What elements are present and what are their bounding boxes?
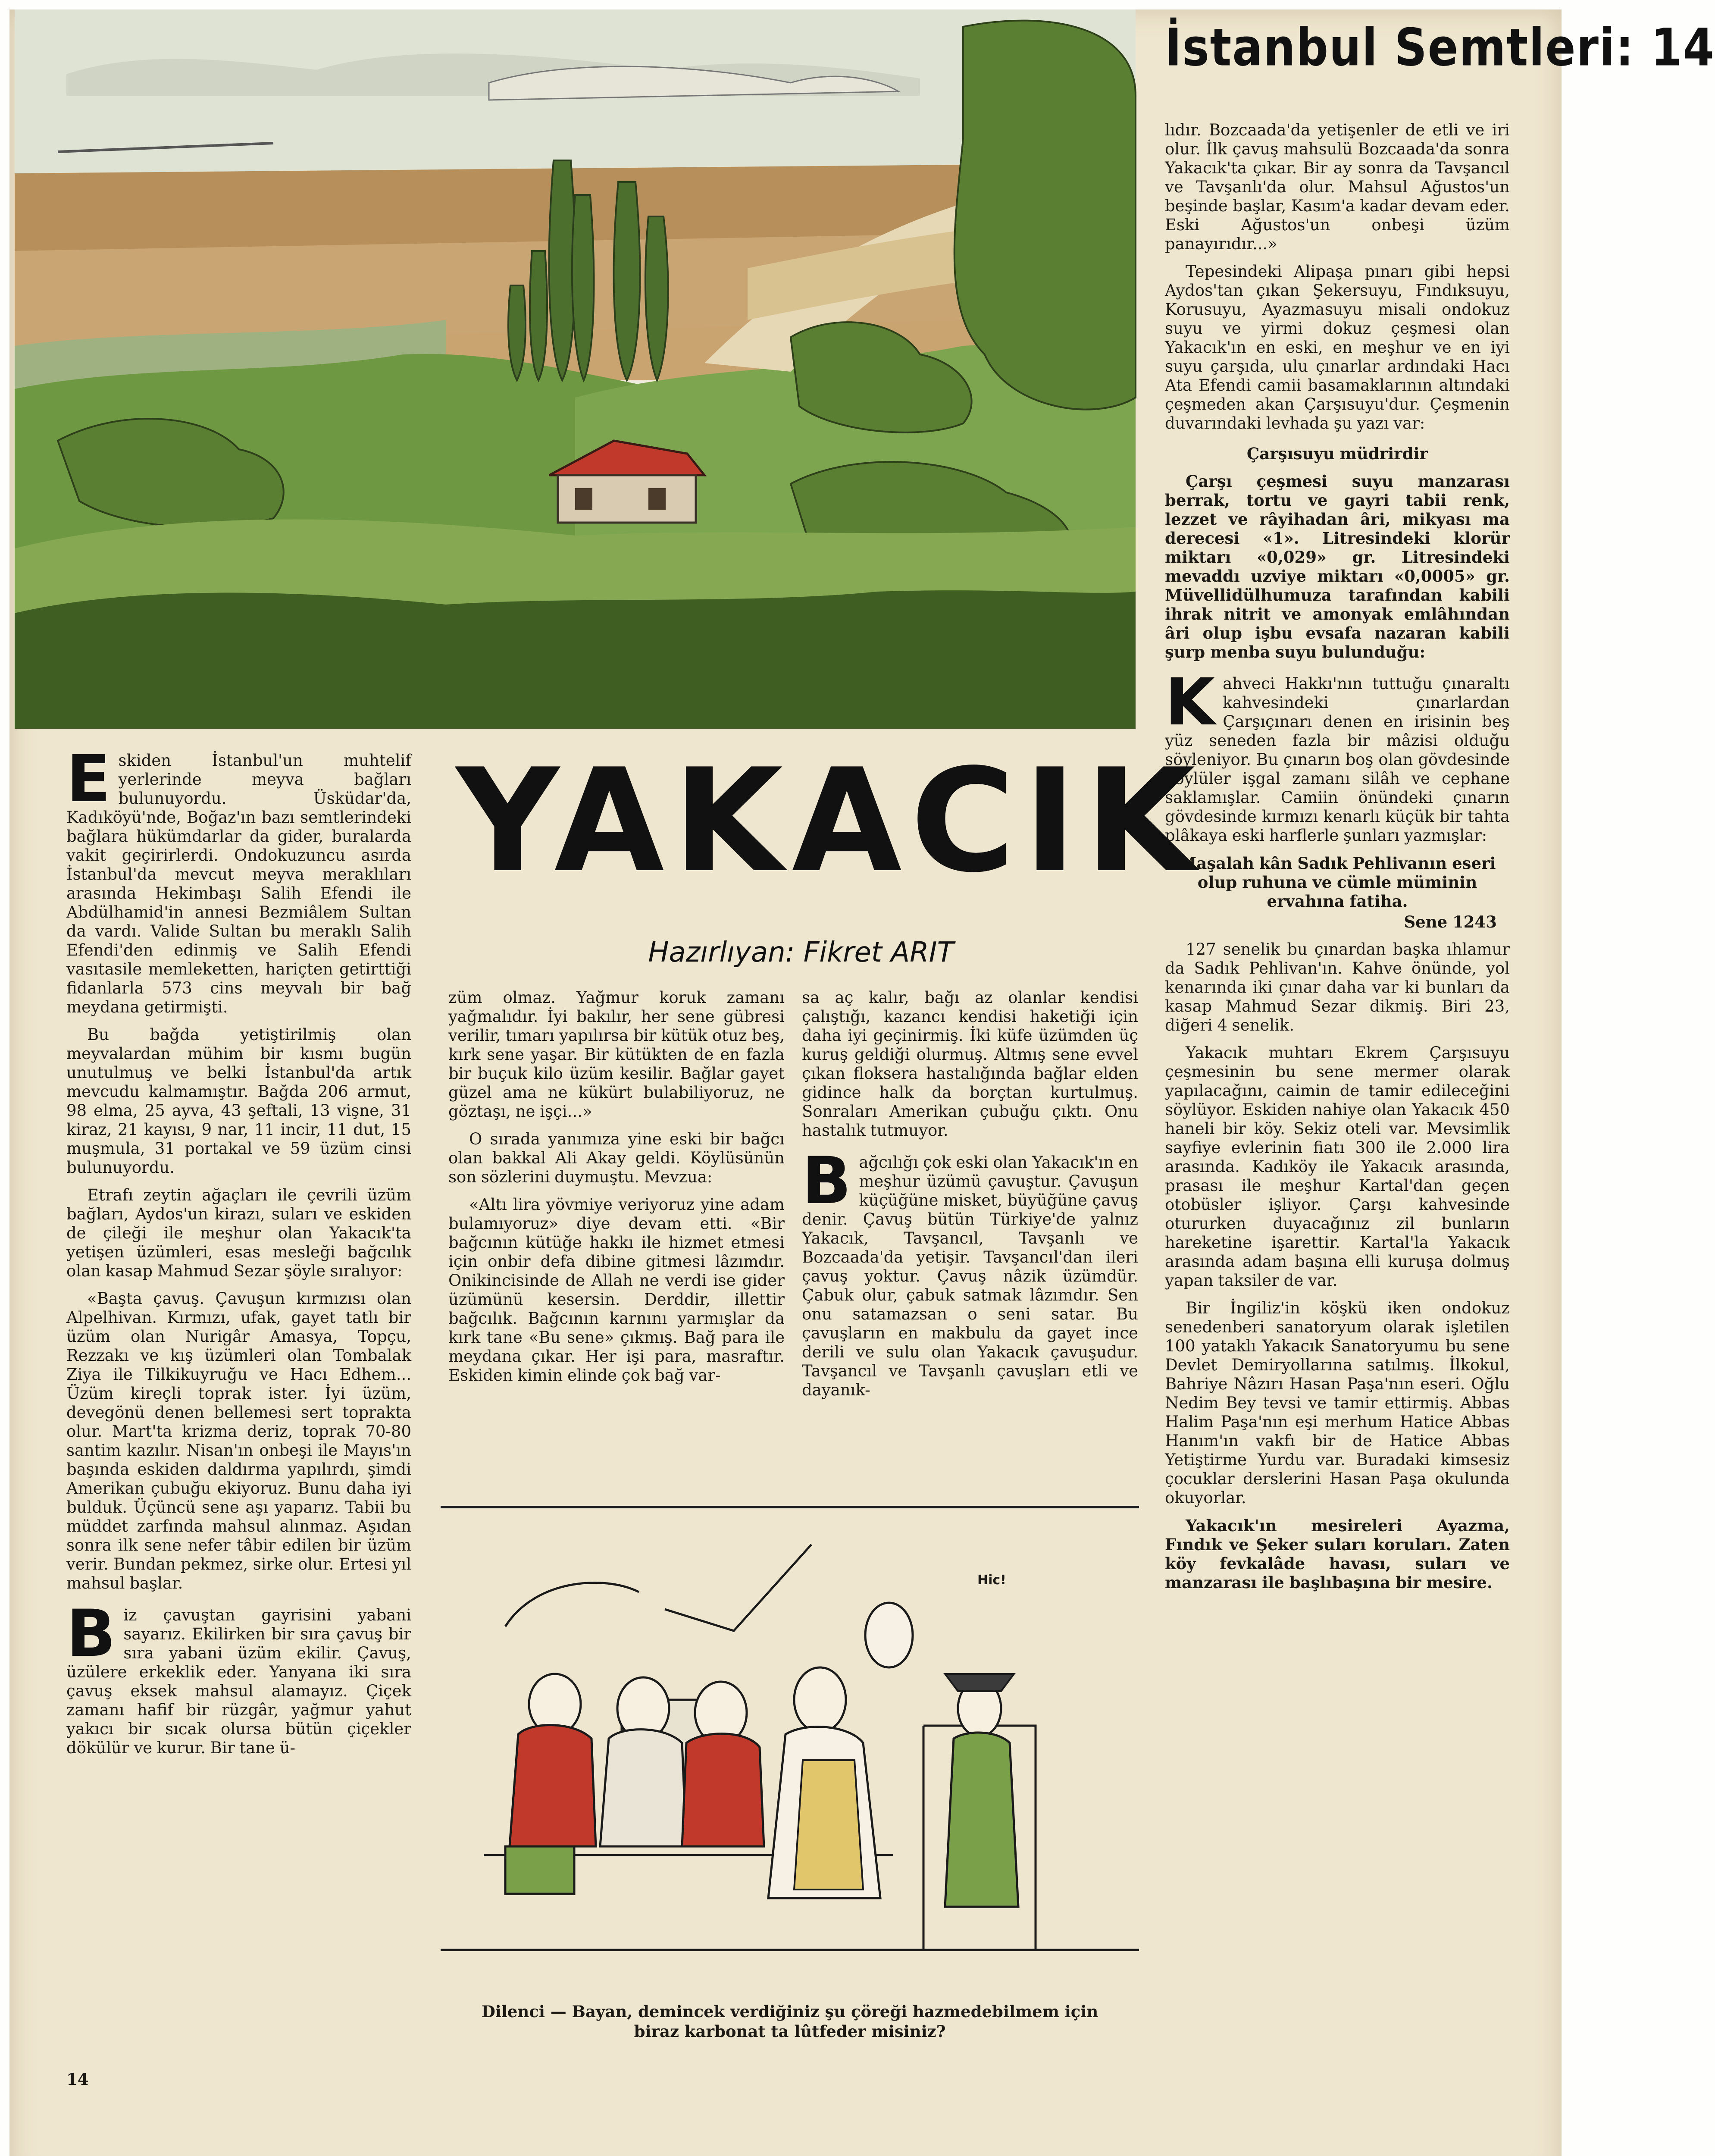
paragraph: Kahveci Hakkı'nın tuttuğu çınaraltı kahvesindeki çınarlardan Çarşıçınarı denen en irisinin beş yüz seneden fazla bir mâzisi olduğu söyleniyor. Bu çınarın boş olan gövdesinde köylüler işgal zamanı silâh ve cephane saklamışlar. Camiin önündeki çınarın gövdesinde kırmızı kenarlı küçük bir tahta plâkaya eski harflerle şunları yazmışlar: [1165, 665, 1510, 845]
series-title: İstanbul Semtleri: 14 [1165, 17, 1715, 78]
paragraph: Tepesindeki Alipaşa pınarı gibi hepsi Aydos'tan çıkan Şekersuyu, Fındıksuyu, Korusuyu, Ayazmasuyu misali ondokuz suyu ve yirmi dokuz çeşmesi olan Yakacık'ın en eski, en meşhur ve en iyi suyu çarşıda, ulu çınarlar ardındaki Hacı Ata Efendi camii basamaklarının altındaki çeşmeden akan Çarşısuyu'dur. Çeşmenin duvarındaki levhada şu yazı var: [1165, 262, 1510, 432]
paragraph: züm olmaz. Yağmur koruk zamanı yağmalıdır. İyi bakılır, her sene gübresi verilir, tımarı yapılırsa bir kütük otuz beş, kırk sene yaşar. Bir kütükten de en fazla bir buçuk kilo üzüm kesilir. Bağlar gayet güzel ama ne kükürt bulabiliyoruz, ne göztaşı, ne işçi...» [448, 988, 785, 1121]
speech-bubble: Hic! [977, 1573, 1006, 1588]
inscription-body: Çarşı çeşmesi suyu manzarası berrak, tortu ve gayri tabii renk, lezzet ve râyihadan âri, mikyası ma derecesi «1». Litresindeki klorür miktarı «0,029» gr. Litresindeki mevaddı uzviye miktarı «0,0005» gr. Müvellidülhumuza tarafından kabili ihrak nitrit ve amonyak emlâhından âri olup işbu evsafa nazaran kabili şurp menba suyu bulunduğu: [1165, 472, 1510, 661]
paragraph: «Altı lira yövmiye veriyoruz yine adam bulamıyoruz» diye devam etti. «Bir bağcının kütüğe hakkı ile hizmet etmesi için onbir defa dibine gitmesi lâzımdır. Onikincisinde de Allah ne verdi ise gider üzümünü kesersin. Derddir, illettir bağcılık. Bağcının karnını yarmışlar da kırk tane «Bu sene» çıkmış. Bağ para ile meydana çıkar. Her işi para, masraftır. Eskiden kimin elinde çok bağ var- [448, 1195, 785, 1385]
paragraph: O sırada yanımıza yine eski bir bağcı olan bakkal Ali Akay geldi. Köylüsünün son sözlerini duymuştu. Mevzua: [448, 1130, 785, 1186]
column-left [66, 742, 411, 1766]
paragraph: Yakacık muhtarı Ekrem Çarşısuyu çeşmesinin bu sene mermer olarak yapılacağını, caimin de tamir edileceğini söylüyor. Eskiden nahiye olan Yakacık 450 haneli bir köy. Sekiz oteli var. Mevsimlik sayfiye evlerinin fiatı 300 ile 2.000 lira arasında. Kadıköy ile Yakacık arasında, prasası ile meşhur Kartal'dan geçen otobüsler işliyor. Çarşı kahvesinde otururken duyacağınız zil bunların hareketine işarettir. Kartal'la Yakacık arasında adam başına elli kuruşa dolmuş yapan taksiler de var. [1165, 1044, 1510, 1290]
article-title: YAKACIK [456, 738, 1204, 904]
paragraph: Etrafı zeytin ağaçları ile çevrili üzüm bağları, Aydos'un kirazı, suları ve eskiden de çileği ile meşhur olan Yakacık'ta yetişen üzümleri, esas mesleği bağcılık olan kasap Mahmud Sezar şöyle sıralıyor: [66, 1186, 411, 1280]
inscription-title: Çarşısuyu müdrirdir [1246, 444, 1428, 463]
landscape-illustration [15, 9, 1136, 729]
cartoon-illustration [441, 1519, 1139, 1963]
paragraph: Yakacık'ın mesireleri Ayazma, Fındık ve Şeker suları koruları. Zaten köy fevkalâde havası, suları ve manzarası ile başlıbaşına bir mesire. [1165, 1516, 1510, 1592]
paragraph: Bağcılığı çok eski olan Yakacık'ın en meşhur üzümü çavuştur. Çavuşun küçüğüne misket, büyüğüne çavuş denir. Çavuş bütün Türkiye'de yalnız Yakacık, Tavşancıl, Tavşanlı ve Bozcaada'da yetişir. Tavşancıl'dan ileri çavuş yoktur. Çavuş nâzik üzümdür. Çabuk olur, çabuk satmak lâzımdır. Sen onu satamazsan o seni satar. Bu çavuşların en makbulu da gayet ince derili ve sulu olan Yakacık çavuşudur. Tavşancıl ve Tavşanlı çavuşları etli ve dayanık- [802, 1144, 1138, 1399]
paragraph: sa aç kalır, bağı az olanlar kendisi çalıştığı, kazancı kendisi haketiği için daha iyi geçinirmiş. İki küfe üzümden üç kuruş geldiği olurmuş. Altmış sene evvel çıkan floksera hastalığında bağlar elden gidince halk da borçtan kurtulmuş. Sonraları Amerikan çubuğu çıktı. Onu hastalık tutmuyor. [802, 988, 1138, 1140]
page-number: 14 [66, 2070, 89, 2089]
column-middle-left [448, 988, 785, 1394]
landscape-drawing [15, 9, 1136, 729]
byline: Hazırlıyan: Fikret ARIT [648, 937, 954, 968]
paragraph: Biz çavuştan gayrisini yabani sayarız. Ekilirken bir sıra çavuş bir sıra yabani üzüm ekilir. Çavuş, üzülere erkeklik eder. Yanyana iki sıra çavuş eksek mahsul alamayız. Çiçek zamanı hafif bir rüzgâr, yağmur yahut yakıcı bir sıcak olursa bütün çiçekler dökülür ve kurur. Bir tane ü- [66, 1596, 411, 1757]
plaque-text: Maşalah kân Sadık Pehlivanın eseri olup ruhuna ve cümle müminin ervahına fatiha. [1179, 854, 1496, 911]
paragraph: Bu bağda yetiştirilmiş olan meyvalardan mühim bir kısmı bugün unutulmuş ve belki İstanbul'da artık mevcudu kalmamıştır. Bağda 206 armut, 98 elma, 25 ayva, 43 şeftali, 13 vişne, 31 kiraz, 21 kayısı, 9 nar, 11 incir, 11 dut, 15 muşmula, 31 portakal ve 59 üzüm cinsi bulunuyordu. [66, 1025, 411, 1177]
paragraph: Eskiden İstanbul'un muhtelif yerlerinde meyva bağları bulunuyordu. Üsküdar'da, Kadıköyü'nde, Boğaz'ın bazı semtlerindeki bağlara hükümdarlar da gider, buralarda vakit geçirirlerdi. Ondokuzuncu asırda İstanbul'da mevcut meyva meraklıları arasında Hekimbaşı Salih Efendi ile Abdülhamid'in annesi Bezmiâlem Sultan da vardı. Valide Sultan bu meraklı Salih Efendi'den edinmiş ve Salih Efendi vasıtasile memleketten, hariçten getirttiği fidanlarla 573 cins meyvalı bir bağ meydana getirmişti. [66, 742, 411, 1016]
paragraph: 127 senelik bu çınardan başka ıhlamur da Sadık Pehlivan'ın. Kahve önünde, yol kenarında iki çınar daha var ki bunları da kasap Mahmud Sezar dikmiş. Biri 23, diğeri 4 senelik. [1165, 940, 1510, 1034]
cartoon-drawing [441, 1519, 1139, 1963]
paragraph: «Başta çavuş. Çavuşun kırmızısı olan Alpelhivan. Kırmızı, ufak, gayet tatlı bir üzüm olan Nurigâr Amasya, Topçu, Rezzakı ve kış üzümleri olan Tombalak Ziya ile Tilkikuyruğu ve Hacı Edhem... Üzüm kireçli toprak ister. İyi üzüm, devegönü denen bellemesi sert toprakta olur. Mart'ta krizma deriz, toprak 70-80 santim kazılır. Nisan'ın onbeşi ile Mayıs'ın başında eskiden daldırma yapılırdı, şimdi Amerikan çubuğu ekiyoruz. Bunu daha iyi bulduk. Üçüncü sene aşı yaparız. Tabii bu müddet zarfında mahsul alınmaz. Aşıdan sonra ilk sene nefer tâbir edilen bir üzüm verir. Bundan pekmez, sirke olur. Ertesi yıl mahsul başlar. [66, 1289, 411, 1592]
column-right [1165, 121, 1510, 1601]
paragraph: lıdır. Bozcaada'da yetişenler de etli ve iri olur. İlk çavuş mahsulü Bozcaada'da sonra Yakacık'ta çıkar. Bir ay sonra da Tavşancıl ve Tavşanlı'da olur. Mahsul Ağustos'un beşinde başlar, Kasım'a kadar devam eder. Eski Ağustos'un onbeşi üzüm panayırıdır...» [1165, 121, 1510, 253]
magazine-page [9, 9, 1715, 2156]
cartoon-divider [441, 1506, 1139, 1508]
paragraph: Bir İngiliz'in köşkü iken ondokuz senedenberi sanatoryum olarak işletilen 100 yataklı Yakacık Sanatoryumu bu sene Devlet Demiryollarına satılmış. İlkokul, Bahriye Nâzırı Hasan Paşa'nın eseri. Oğlu Nedim Bey tevsi ve tamir ettirmiş. Abbas Halim Paşa'nın eşi merhum Hatice Abbas Hanım'ın vakfı bir de Hatice Abbas Yetiştirme Yurdu var. Buradaki kimsesiz çocuklar derslerini Hasan Paşa okulunda okuyorlar. [1165, 1299, 1510, 1507]
column-middle-right [802, 988, 1138, 1408]
cartoon-caption: Dilenci — Bayan, demincek verdiğiniz şu çöreği hazmedebilmem için biraz karbonat ta lûtfeder misiniz? [481, 2002, 1098, 2041]
plaque-year: Sene 1243 [1404, 912, 1497, 931]
